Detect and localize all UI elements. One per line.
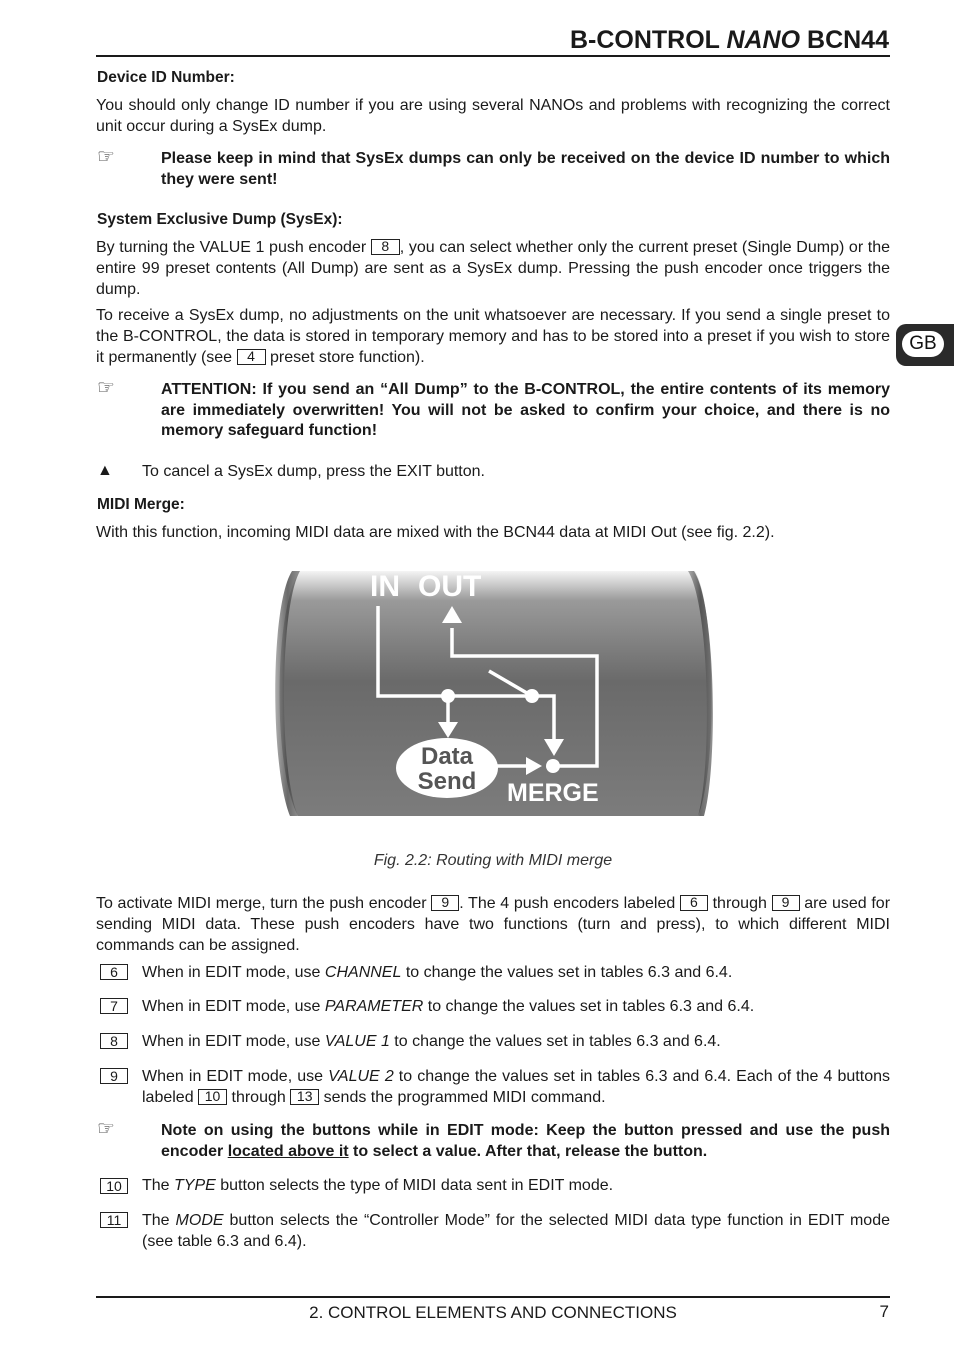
heading-midi-merge: MIDI Merge: [97, 496, 185, 513]
item-value-2: When in EDIT mode, use VALUE 2 to change the values set in tables 6.3 and 6.4. Each of the 4 buttons labeled 10 through 13 sends the programmed MIDI command. [142, 1068, 890, 1106]
page-number: 7 [879, 1302, 889, 1321]
item-number-box: 9 [100, 1068, 128, 1084]
heading-sysex: System Exclusive Dump (SysEx): [97, 211, 343, 228]
sysex-paragraph-1: By turning the VALUE 1 push encoder 8 , you can select whether only the current preset (Single Dump) or the entire 99 preset contents (All Dump) are sent as a SysEx dump. Pressing the push encoder once triggers the dump. [96, 238, 890, 298]
sysex-cancel-tip: To cancel a SysEx dump, press the EXIT button. [142, 463, 485, 480]
header-model: BCN44 [807, 26, 889, 54]
figure-caption: Fig. 2.2: Routing with MIDI merge [373, 852, 613, 869]
diagram-merge-label: MERGE [507, 779, 599, 807]
control-ref-box: 10 [198, 1089, 227, 1105]
midi-merge-text: With this function, incoming MIDI data are mixed with the BCN44 data at MIDI Out (see fig. 2.2). [96, 524, 775, 541]
header-series: NANO [726, 26, 801, 54]
hand-pointer-icon: ☞ [97, 146, 115, 168]
control-ref-box: 6 [680, 895, 708, 911]
triangle-bullet-icon: ▲ [97, 462, 113, 479]
diagram-send-label: Send [417, 768, 477, 795]
control-ref-box: 9 [431, 895, 459, 911]
language-tab-label: GB [902, 331, 944, 357]
control-ref-box: 13 [290, 1089, 319, 1105]
heading-device-id: Device ID Number: [97, 69, 235, 86]
item-channel: When in EDIT mode, use CHANNEL to change the values set in tables 6.3 and 6.4. [142, 964, 733, 981]
footer-section-title: 2. CONTROL ELEMENTS AND CONNECTIONS [309, 1303, 677, 1322]
midi-merge-activate-text: To activate MIDI merge, turn the push encoder 9 . The 4 push encoders labeled 6 through 9 are used for sending MIDI data. These push encoders have two functions (turn and press), to which different MIDI commands can be assigned. [96, 894, 891, 954]
item-number-box: 11 [100, 1212, 128, 1228]
diagram-out-label: OUT [418, 570, 482, 603]
diagram-body [279, 571, 711, 816]
item-number-box: 7 [100, 998, 128, 1014]
midi-merge-routing-diagram [270, 566, 715, 821]
item-number-box: 10 [100, 1178, 128, 1194]
hand-pointer-icon: ☞ [97, 1118, 115, 1140]
header-brand: B-CONTROL [569, 26, 720, 54]
language-tab [896, 324, 954, 366]
item-mode-button: The MODE button selects the “Controller Mode” for the selected MIDI data type function in EDIT mode (see table 6.3 and 6.4). [142, 1212, 891, 1250]
item-value-1: When in EDIT mode, use VALUE 1 to change the values set in tables 6.3 and 6.4. [142, 1033, 721, 1050]
sysex-attention-note: ATTENTION: If you send an “All Dump” to the B-CONTROL, the entire contents of its memory are immediately overwritten! You will not be asked to confirm your choice, and there is no memory safeguard function! [161, 381, 890, 439]
device-id-note: Please keep in mind that SysEx dumps can only be received on the device ID number to which they were sent! [161, 150, 890, 188]
hand-pointer-icon: ☞ [97, 377, 115, 399]
edit-mode-note: Note on using the buttons while in EDIT mode: Keep the button pressed and use the push encoder located above it to select a value. After that, release the button. [161, 1122, 890, 1160]
sysex-paragraph-2: To receive a SysEx dump, no adjustments on the unit whatsoever are necessary. If you send a single preset to the B-CONTROL, the data is stored in temporary memory and has to be stored into a preset if you wish to store it permanently (see 4 preset store function). [96, 307, 890, 366]
header-title [570, 26, 889, 55]
header-rule [96, 55, 890, 57]
footer-rule [96, 1296, 890, 1298]
control-ref-box: 9 [772, 895, 800, 911]
diagram-data-label: Data [420, 743, 474, 770]
merge-dot [546, 759, 560, 773]
junction-dot [441, 689, 455, 703]
device-id-text: You should only change ID number if you are using several NANOs and problems with recognizing the correct unit occur during a SysEx dump. [96, 97, 890, 135]
diagram-in-label: IN [370, 570, 400, 603]
control-ref-box: 8 [371, 239, 400, 255]
switch-dot [525, 689, 539, 703]
item-type-button: The TYPE button selects the type of MIDI data sent in EDIT mode. [142, 1177, 614, 1194]
control-ref-box: 4 [237, 349, 266, 365]
item-parameter: When in EDIT mode, use PARAMETER to change the values set in tables 6.3 and 6.4. [142, 998, 755, 1015]
item-number-box: 8 [100, 1033, 128, 1049]
item-number-box: 6 [100, 964, 128, 980]
